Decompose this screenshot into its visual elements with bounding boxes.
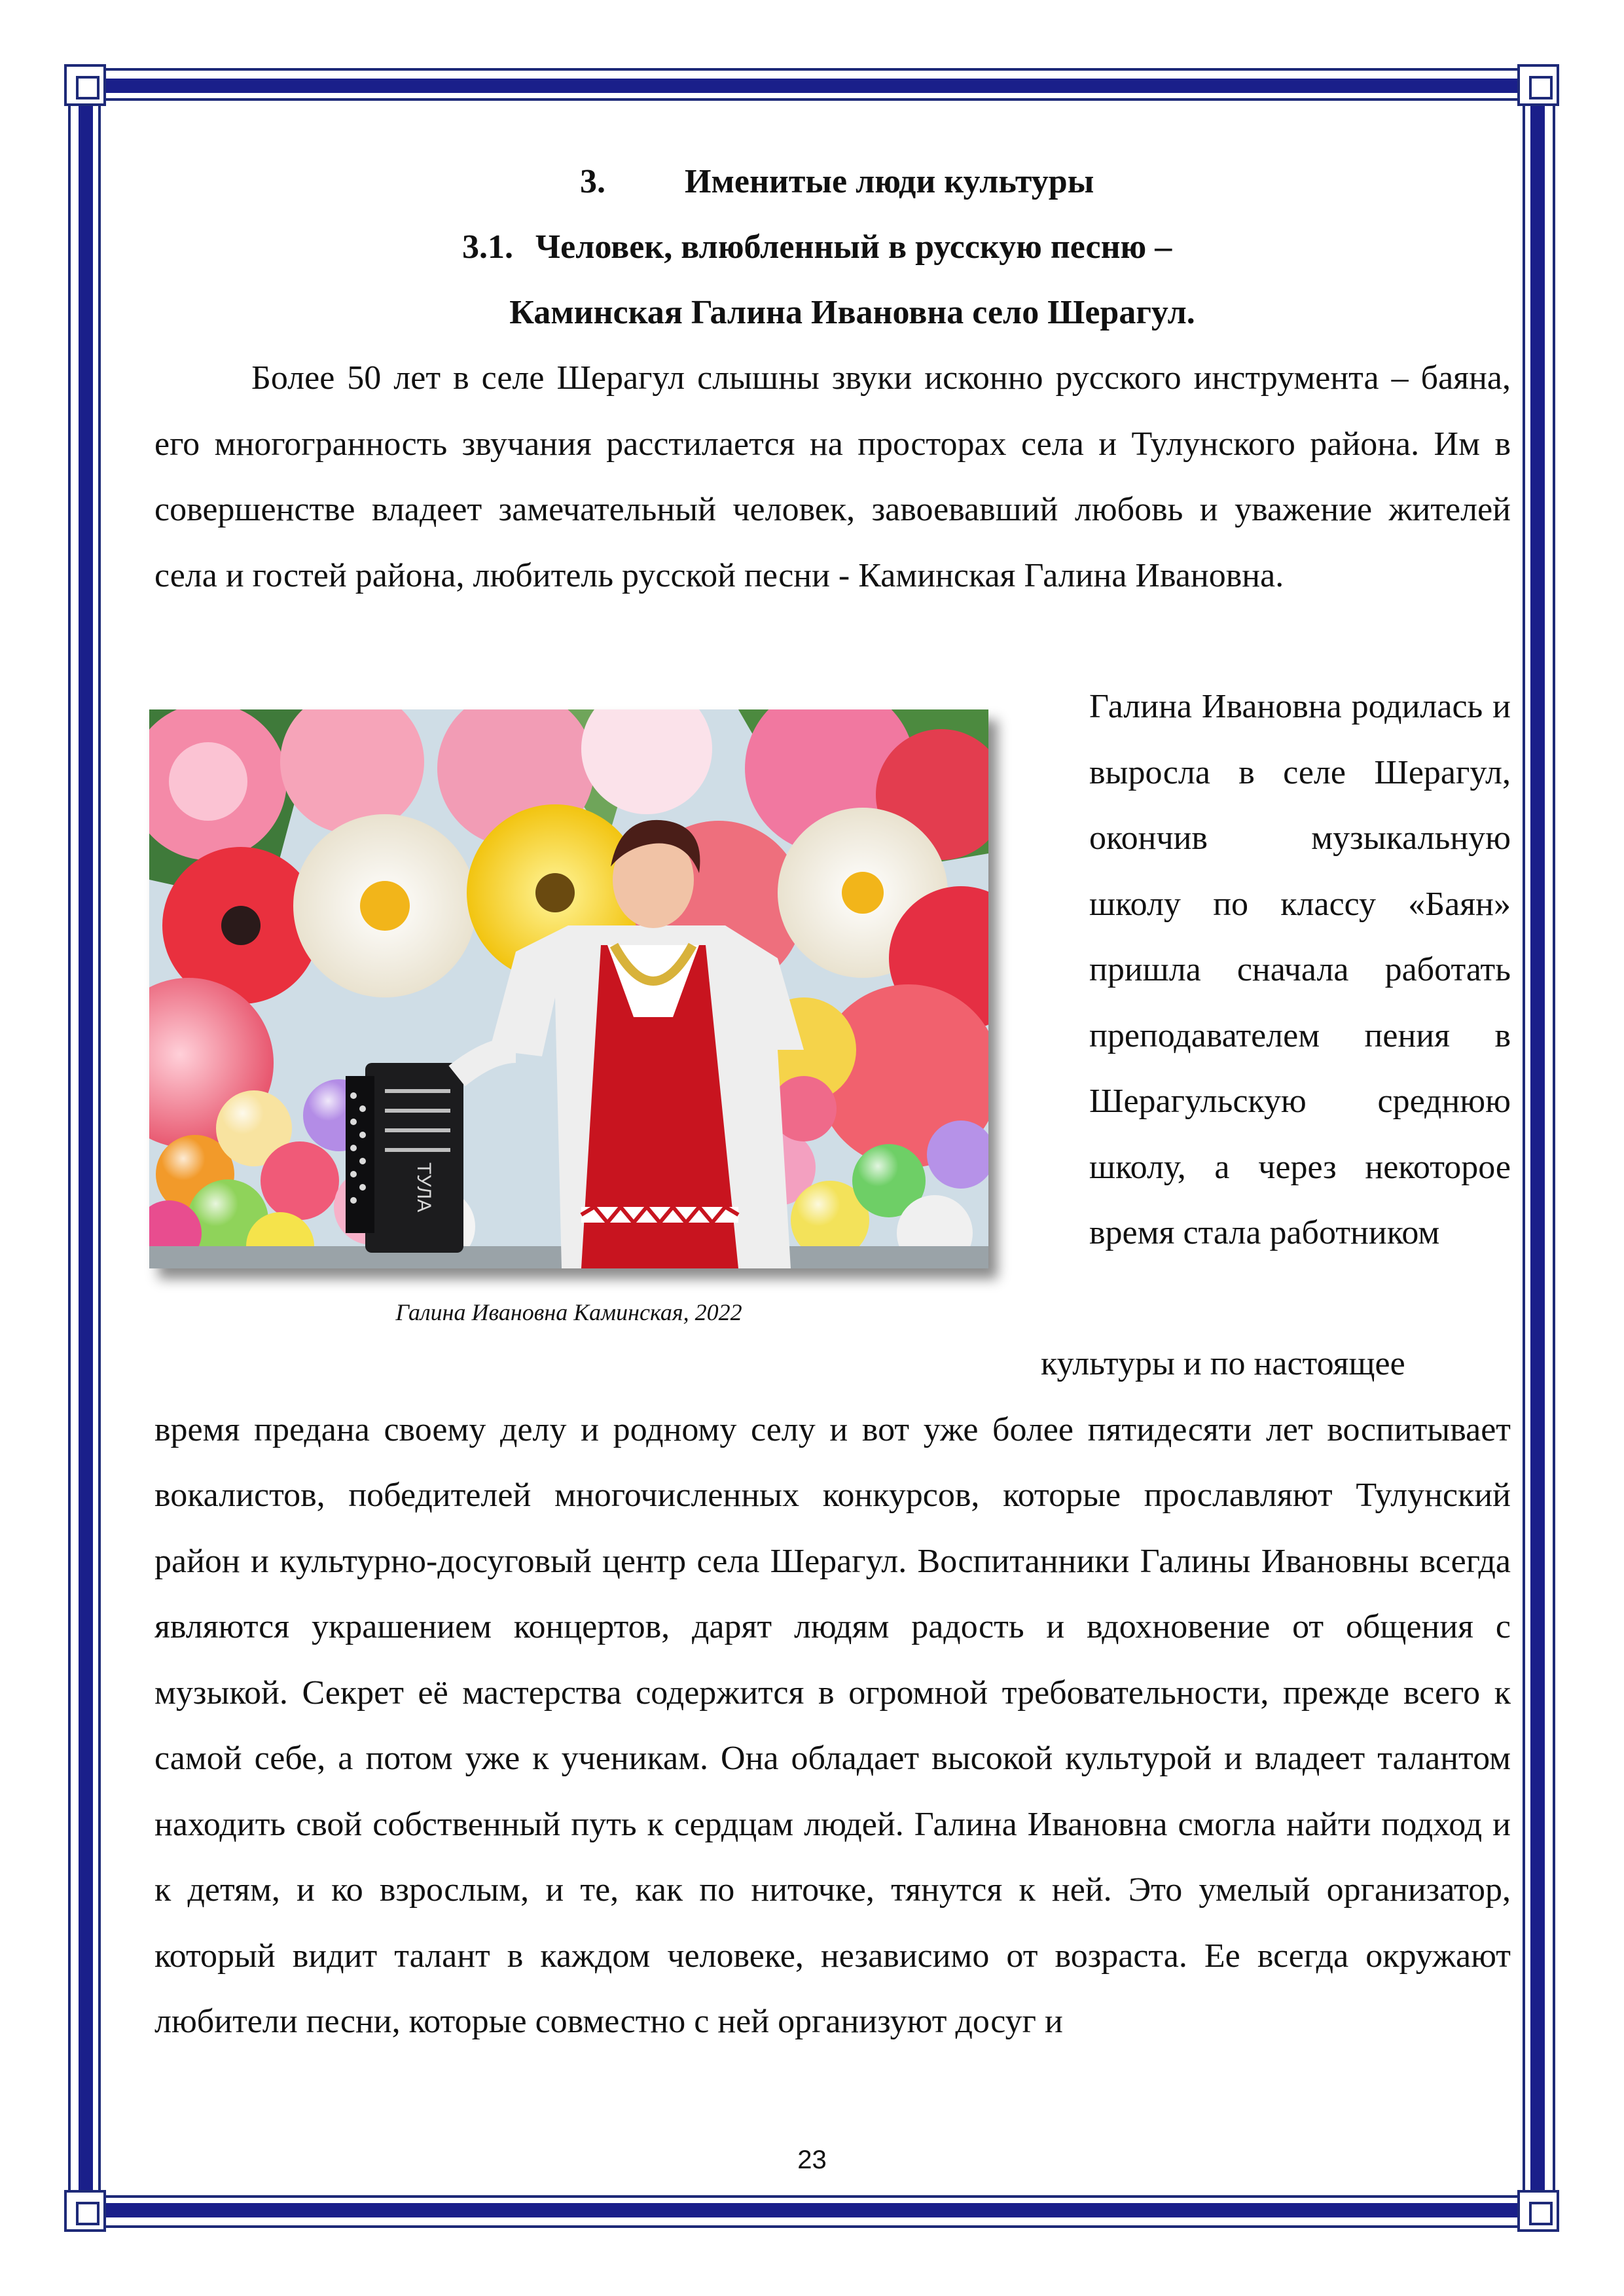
section-number: 3. <box>580 163 605 200</box>
accordion-brand-label: ТУЛА <box>413 1162 435 1213</box>
frame-corner-ornament <box>1517 64 1559 106</box>
section-title: Именитые люди культуры <box>685 163 1094 200</box>
continuation-paragraph <box>154 1331 1511 2055</box>
frame-corner-ornament <box>64 64 106 106</box>
portrait-photo-illustration <box>149 709 988 1268</box>
frame-corner-ornament <box>64 2190 106 2232</box>
subsection-heading-line2 <box>154 280 1511 346</box>
subsection-number: 3.1. <box>462 228 513 266</box>
photo-caption: Галина Ивановна Каминская, 2022 <box>395 1299 742 1325</box>
continuation-text: время предана своему делу и родному селу и вот уже более пятидесяти лет воспитывает вокалистов, победителей многочисленных конкурсов, которые прославляют Тулунский район и культурно-досуговый центр села Шерагул. Воспитанники Галины Ивановны всегда являются украшением концертов, дарят людям радость и вдохновение от общения с музыкой. Секрет её мастерства содержится в огромной требовательности, прежде всего к самой себе, а потом уже к ученикам. Она обладает высокой культурой и владеет талантом находить свой собственный путь к сердцам людей. Галина Ивановна смогла найти подход и к детям, и ко взрослым, и те, как по ниточке, тянутся к ней. Это умелый организатор, который видит талант в каждом человеке, независимо от возраста. Ее всегда окружают любители песни, которые совместно с ней организуют досуг и <box>154 1410 1511 2040</box>
portrait-photo <box>149 709 988 1268</box>
intro-paragraph: Более 50 лет в селе Шерагул слышны звуки исконно русского инструмента – баяна, его многогранность звучания расстилается на просторах села и Тулунского района. Им в совершенстве владеет замечательный человек, завоевавший любовь и уважение жителей села и гостей района, любитель русской песни - Каминская Галина Ивановна. <box>154 359 1511 594</box>
frame-corner-ornament <box>1517 2190 1559 2232</box>
subsection-title-line2: Каминская Галина Ивановна село Шерагул. <box>509 294 1195 331</box>
page-number: 23 <box>797 2145 827 2174</box>
subsection-heading <box>154 215 1511 280</box>
subsection-title: Человек, влюбленный в русскую песню – <box>535 228 1172 266</box>
section-heading <box>154 149 1511 215</box>
continuation-first-line: культуры и по настоящее <box>1041 1345 1405 1382</box>
beside-photo-paragraph: Галина Ивановна родилась и выросла в селе Шерагул, окончив музыкальную школу по классу «Баян» пришла сначала работать преподавателем пения в Шерагульскую среднюю школу, а через некоторое время стала работником <box>1089 688 1511 1251</box>
